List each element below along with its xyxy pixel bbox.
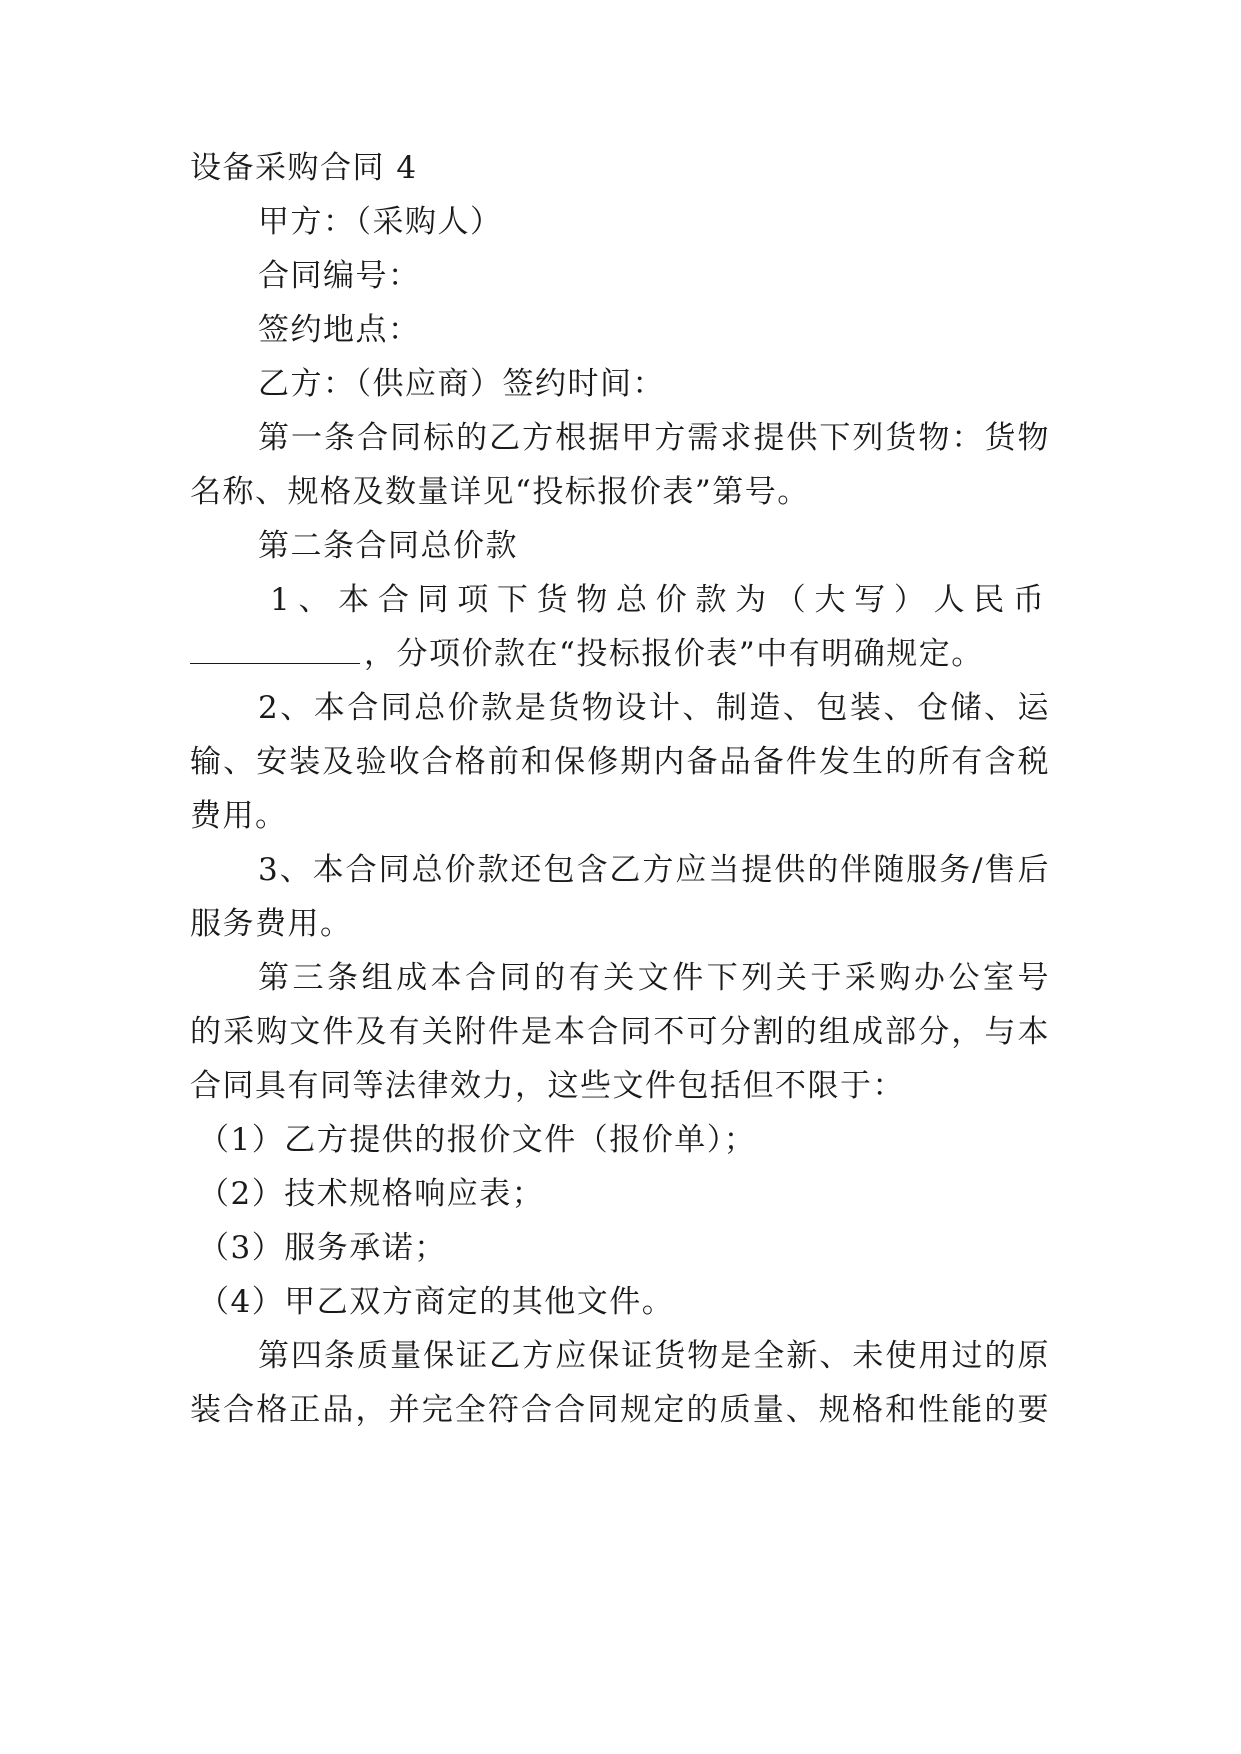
contract-number-line: 合同编号：: [258, 258, 421, 294]
article-4-line-2: 装合格正品，并完全符合合同规定的质量、规格和性能的要: [190, 1392, 1050, 1428]
party-b-line: 乙方：（供应商）签约时间：: [258, 366, 665, 402]
document-title: 设备采购合同 4: [190, 150, 418, 186]
article-1-line-1: 第一条合同标的乙方根据甲方需求提供下列货物：货物: [258, 420, 1050, 456]
article-2-item-2-line-3: 费用。: [190, 798, 288, 834]
list-item: （4）甲乙双方商定的其他文件。: [198, 1284, 675, 1320]
article-3-line-3: 合同具有同等法律效力，这些文件包括但不限于：: [190, 1068, 905, 1104]
article-4-line-1: 第四条质量保证乙方应保证货物是全新、未使用过的原: [258, 1338, 1050, 1374]
sign-place-line: 签约地点：: [258, 312, 421, 348]
list-item: （1）乙方提供的报价文件（报价单）；: [198, 1122, 757, 1158]
article-2-item-1-line-2-text: ，分项价款在“投标报价表”中有明确规定。: [364, 636, 984, 672]
article-2-item-3-line-1: 3、本合同总价款还包含乙方应当提供的伴随服务/售后: [258, 852, 1050, 888]
article-3-line-2: 的采购文件及有关附件是本合同不可分割的组成部分，与本: [190, 1014, 1050, 1050]
article-3-line-1: 第三条组成本合同的有关文件下列关于采购办公室号: [258, 960, 1050, 996]
article-2-item-2-line-1: 2、本合同总价款是货物设计、制造、包装、仓储、运: [258, 690, 1050, 726]
list-item: （3）服务承诺；: [198, 1230, 447, 1266]
article-2-item-3-line-2: 服务费用。: [190, 906, 353, 942]
article-2-heading: 第二条合同总价款: [258, 528, 518, 564]
amount-blank: [190, 637, 360, 664]
list-item: （2）技术规格响应表；: [198, 1176, 545, 1212]
party-a-line: 甲方：（采购人）: [258, 204, 503, 240]
article-2-item-1-line-1: 1、本合同项下货物总价款为（大写）人民币: [270, 582, 1050, 618]
article-1-line-2: 名称、规格及数量详见“投标报价表”第号。: [190, 474, 810, 510]
article-2-item-1-line-2: [190, 634, 1050, 674]
article-2-item-2-line-2: 输、安装及验收合格前和保修期内备品备件发生的所有含税: [190, 744, 1050, 780]
